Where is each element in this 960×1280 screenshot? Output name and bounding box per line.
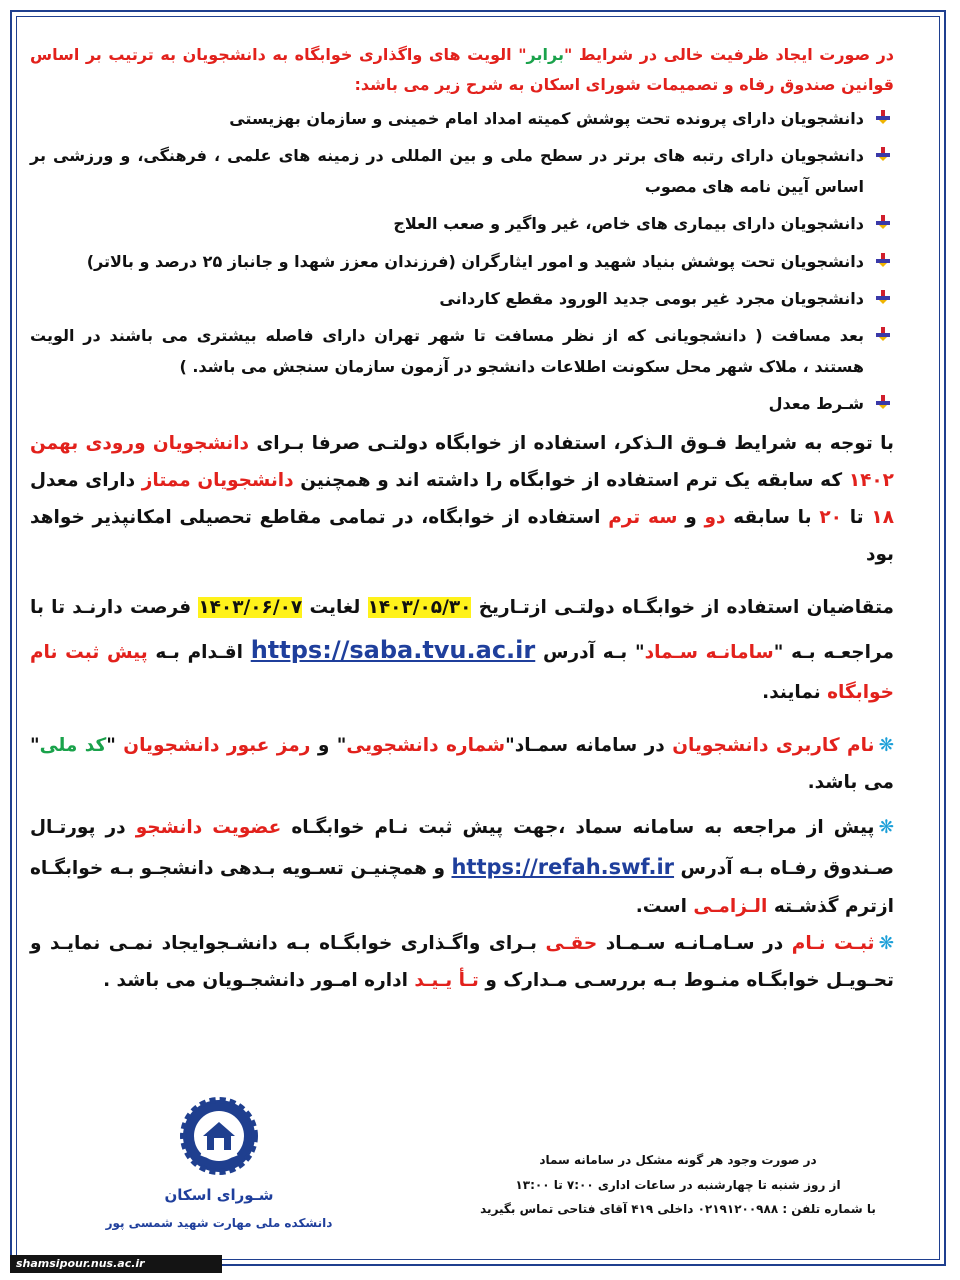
flag-bullet-icon xyxy=(876,253,890,267)
flag-bullet-icon xyxy=(876,290,890,304)
priority-text: بعد مسافت ( دانشجویانی که از نظر مسافت تا شهر تهران دارای فاصله بیشتری می باشند در الویت هستند ، ملاک شهر محل سکونت اطلاعات دانشجو در آزمون سازمان سنجش می باشد. ) xyxy=(30,325,864,377)
intro-equal-word: برابر xyxy=(526,45,564,64)
flag-bullet-icon xyxy=(876,327,890,341)
watermark-url: shamsipour.nus.ac.ir xyxy=(10,1255,222,1273)
note-text: و همچنیـن تسـویه بـدهی دانشجـو بـه خوابگـاه ازترم گذشـته xyxy=(30,858,894,918)
contact-line: در صورت وجود هر گونه مشکل در سامانه سماد xyxy=(539,1153,817,1167)
notice-document xyxy=(30,40,894,999)
note-highlight: ثبـت نـام xyxy=(791,933,875,955)
note-text: در سـامـانـه سـمـاد xyxy=(605,933,784,955)
gpa-min: ۱۸ xyxy=(871,507,894,529)
note-highlight: نام کاربری دانشجویان xyxy=(672,735,875,757)
priority-item xyxy=(30,388,894,419)
eligibility-text: تا xyxy=(849,507,864,529)
contact-info xyxy=(468,1148,888,1222)
priority-list xyxy=(30,103,894,420)
gpa-max: ۲۰ xyxy=(819,507,842,529)
footer xyxy=(30,1148,900,1238)
pre-registration-label: پیش ثبت نام خوابگاه xyxy=(30,642,894,704)
org-subtitle: دانشکده ملی مهارت شهید شمسی پور xyxy=(105,1216,333,1230)
note-text: " می باشد. xyxy=(30,735,894,794)
eligibility-highlight: دانشجویان ورودی بهمن ۱۴۰۲ xyxy=(30,433,894,492)
note-highlight: حقـی xyxy=(545,933,598,955)
eligibility-highlight: دانشجویان ممتاز xyxy=(141,470,294,492)
note-highlight: عضویت دانشجو xyxy=(135,817,282,839)
registration-text: " بـه آدرس xyxy=(542,642,645,664)
flag-bullet-icon xyxy=(876,110,890,124)
term-count: دو xyxy=(704,507,726,529)
priority-item xyxy=(30,103,894,134)
eligibility-text: استفاده از خوابگاه، در تمامی مقاطع تحصیلی امکانپذیر خواهد بود xyxy=(30,507,894,566)
eligibility-text: دارای معدل xyxy=(30,470,136,492)
note-highlight: الـزامـی xyxy=(693,896,768,918)
registration-text: لغایت xyxy=(309,597,361,619)
intro-paragraph xyxy=(30,40,894,101)
date-to: ۱۴۰۳/۰۶/۰۷ xyxy=(198,597,303,619)
registration-text: فرصت دارنـد تا با مراجعـه بـه " xyxy=(30,597,894,664)
note-highlight: تـأ یـیـد xyxy=(414,970,479,992)
priority-item xyxy=(30,208,894,239)
priority-text: دانشجویان دارای رتبه های برتر در سطح ملی و بین المللی در زمینه های علمی ، فرهنگی، و ورزشی بر اساس آیین نامه های مصوب xyxy=(30,145,864,197)
note-registration-right xyxy=(30,925,894,999)
registration-paragraph xyxy=(30,589,894,711)
priority-text: دانشجویان تحت پوشش بنیاد شهید و امور ایثارگران (فرزندان معزز شهدا و جانباز ۲۵ درصد و بالاتر) xyxy=(86,251,864,271)
date-from: ۱۴۰۳/۰۵/۳۰ xyxy=(367,597,472,619)
refah-link[interactable]: https://refah.swf.ir xyxy=(451,855,675,880)
eligibility-paragraph xyxy=(30,425,894,573)
priority-text: دانشجویان دارای پرونده تحت پوشش کمیته امداد امام خمینی و سازمان بهزیستی xyxy=(229,108,864,128)
note-text: " xyxy=(106,735,116,757)
contact-phone[interactable]: با شماره تلفن : ۰۲۱۹۱۲۰۰۹۸۸ داخلی ۴۱۹ آقای فتاحی تماس بگیرید xyxy=(480,1202,876,1217)
note-text: در پورتـال صـندوق رفـاه بـه آدرس xyxy=(30,817,894,880)
snowflake-icon: ❋ xyxy=(878,735,894,757)
flag-bullet-icon xyxy=(876,147,890,161)
eligibility-text: که سابقه یک ترم استفاده از خوابگاه را داشته اند و همچنین xyxy=(300,470,843,492)
note-text: در سامانه سمـاد" xyxy=(505,735,665,757)
term-count: سه ترم xyxy=(608,507,678,529)
intro-part-c: " الویت های واگذاری خوابگاه به دانشجویان به ترتیب بر اساس قوانین صندوق رفاه و تصمیمات شورای اسکان به شرح زیر می باشد: xyxy=(30,45,894,95)
note-green: کد ملی xyxy=(39,735,107,757)
snowflake-icon: ❋ xyxy=(878,817,894,839)
priority-item xyxy=(30,320,894,382)
contact-hours: از روز شنبه تا چهارشنبه در ساعات اداری ۷:۰۰ تا ۱۳:۰۰ xyxy=(515,1177,841,1192)
note-highlight: شماره دانشجویی xyxy=(346,735,506,757)
eligibility-text: و xyxy=(685,507,697,529)
note-text: بـرای واگـذاری خوابگـاه بـه دانشـجوایجاد نمـی نمایـد و تحـویـل خوابگـاه منـوط بـه بررسـی مـدارک و xyxy=(30,933,894,992)
priority-item xyxy=(30,283,894,314)
registration-text: اقـدام بـه xyxy=(155,642,243,664)
note-refah xyxy=(30,809,894,925)
priority-text: دانشجویان دارای بیماری های خاص، غیر واگیر و صعب العلاج xyxy=(393,214,864,234)
priority-item xyxy=(30,140,894,202)
note-text: " و xyxy=(317,735,347,757)
note-text: است. xyxy=(635,896,687,918)
priority-item xyxy=(30,246,894,277)
intro-part-a: در صورت ایجاد ظرفیت خالی در شرایط " xyxy=(563,45,895,64)
registration-text: نمایند. xyxy=(762,682,821,704)
snowflake-icon: ❋ xyxy=(878,933,894,955)
eligibility-text: با سابقه xyxy=(733,507,812,529)
flag-bullet-icon xyxy=(876,395,890,409)
organization-block xyxy=(104,1096,334,1230)
priority-text: دانشجویان مجرد غیر بومی جدید الورود مقطع کاردانی xyxy=(439,288,864,308)
housing-council-logo xyxy=(179,1096,259,1176)
note-text: اداره امـور دانشجـویان می باشد . xyxy=(103,970,408,992)
note-username xyxy=(30,727,894,801)
org-name: شـورای اسکان xyxy=(164,1186,274,1204)
samad-system-name: سامانـه سـماد xyxy=(644,642,774,664)
eligibility-text: با توجه به شرایط فـوق الـذکر، استفاده از خوابگاه دولتـی صرفا بـرای xyxy=(256,433,894,455)
saba-link[interactable]: https://saba.tvu.ac.ir xyxy=(250,636,536,665)
registration-text: متقاضیان استفاده از خوابگـاه دولتـی ازتـاریخ xyxy=(478,597,894,619)
flag-bullet-icon xyxy=(876,215,890,229)
priority-text: شـرط معدل xyxy=(768,394,864,414)
note-text: پیش از مراجعه به سامانه سماد ،جهت پیش ثبت نـام خوابگـاه xyxy=(291,817,875,839)
note-highlight: رمز عبور دانشجویان xyxy=(123,735,311,757)
